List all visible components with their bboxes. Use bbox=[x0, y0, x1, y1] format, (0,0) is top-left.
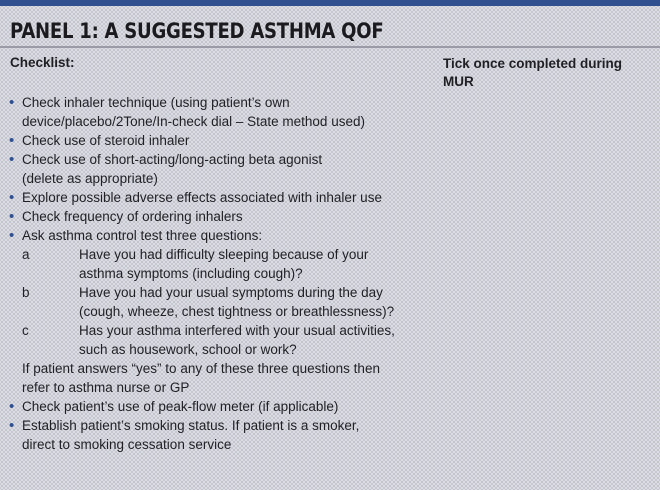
question-line: Have you had difficulty sleeping because of your bbox=[79, 247, 369, 262]
note-line: If patient answers “yes” to any of these three questions then bbox=[22, 361, 380, 376]
tick-column-heading: Tick once completed during MUR bbox=[443, 56, 623, 89]
header-divider bbox=[0, 46, 660, 48]
bullet-icon: • bbox=[9, 151, 15, 168]
top-accent-bar bbox=[0, 0, 660, 6]
item-line: Check inhaler technique (using patient’s own bbox=[22, 95, 290, 110]
question-letter: b bbox=[22, 285, 30, 300]
control-question bbox=[9, 321, 439, 359]
checklist-item bbox=[9, 150, 439, 188]
checklist-item bbox=[9, 226, 439, 245]
checklist-item bbox=[9, 397, 439, 416]
item-line: Establish patient’s smoking status. If patient is a smoker, bbox=[22, 418, 360, 433]
note-line: refer to asthma nurse or GP bbox=[22, 380, 190, 395]
referral-note bbox=[9, 359, 439, 397]
question-letter: c bbox=[22, 323, 29, 338]
checklist-heading: Checklist: bbox=[10, 55, 75, 70]
question-letter: a bbox=[22, 247, 30, 262]
question-line: Have you had your usual symptoms during the day bbox=[79, 285, 383, 300]
question-line: asthma symptoms (including cough)? bbox=[79, 266, 303, 281]
checklist bbox=[9, 93, 439, 454]
checklist-item bbox=[9, 188, 439, 207]
bullet-icon: • bbox=[9, 208, 15, 225]
checklist-item bbox=[9, 131, 439, 150]
item-line: Ask asthma control test three questions: bbox=[22, 228, 263, 243]
item-line: device/placebo/2Tone/In-check dial – State method used) bbox=[22, 114, 365, 129]
bullet-icon: • bbox=[9, 398, 15, 415]
item-line: Check use of short-acting/long-acting beta agonist bbox=[22, 152, 323, 167]
control-question bbox=[9, 283, 439, 321]
item-line: Check use of steroid inhaler bbox=[22, 133, 190, 148]
item-line: Check frequency of ordering inhalers bbox=[22, 209, 243, 224]
question-line: such as housework, school or work? bbox=[79, 342, 297, 357]
question-line: Has your asthma interfered with your usual activities, bbox=[79, 323, 395, 338]
item-line: Check patient’s use of peak-flow meter (if applicable) bbox=[22, 399, 339, 414]
item-line: Explore possible adverse effects associated with inhaler use bbox=[22, 190, 382, 205]
bullet-icon: • bbox=[9, 227, 15, 244]
checklist-item bbox=[9, 416, 439, 454]
checklist-item bbox=[9, 207, 439, 226]
item-line: (delete as appropriate) bbox=[22, 171, 158, 186]
item-line: direct to smoking cessation service bbox=[22, 437, 232, 452]
bullet-icon: • bbox=[9, 189, 15, 206]
bullet-icon: • bbox=[9, 132, 15, 149]
control-question bbox=[9, 245, 439, 283]
bullet-icon: • bbox=[9, 94, 15, 111]
panel-title: PANEL 1: A SUGGESTED ASTHMA QOF bbox=[10, 19, 384, 43]
checklist-item bbox=[9, 93, 439, 131]
question-line: (cough, wheeze, chest tightness or breathlessness)? bbox=[79, 304, 395, 319]
bullet-icon: • bbox=[9, 417, 15, 434]
